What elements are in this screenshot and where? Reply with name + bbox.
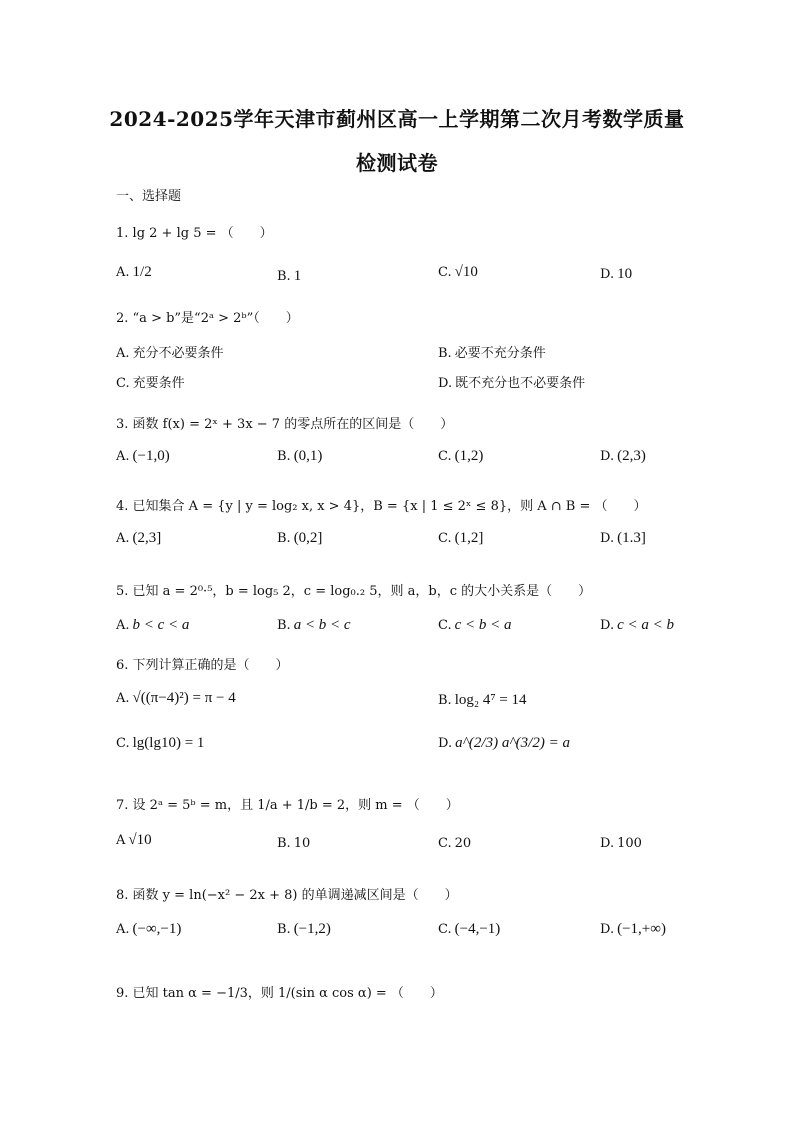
option-value: (−1,+∞) <box>617 921 666 937</box>
option-label: D. <box>600 922 615 937</box>
question-2-option-b <box>438 342 546 361</box>
option-label: C. <box>438 449 452 464</box>
option-value: (1.3] <box>617 530 646 546</box>
question-5-stem: 5. 已知 a = 2⁰·⁵，b = log₅ 2，c = log₀.₂ 5，则 a，b，c 的大小关系是（ ） <box>116 584 592 599</box>
question-4-option-b <box>277 530 322 547</box>
option-label: C. <box>438 836 452 851</box>
option-value: (1,2) <box>454 448 484 464</box>
option-label: B. <box>277 269 291 284</box>
option-value: c < b < a <box>454 617 512 633</box>
option-value: (0,1) <box>293 448 323 464</box>
section-heading: 一、选择题 <box>116 189 182 204</box>
question-1-option-b <box>277 268 301 285</box>
option-label: C. <box>438 618 452 633</box>
option-label: B. <box>277 449 291 464</box>
question-3-option-c <box>438 448 483 465</box>
option-value: 1 <box>293 268 302 284</box>
option-value: (0,2] <box>293 530 323 546</box>
option-label: D. <box>600 618 615 633</box>
question-2-option-a <box>116 342 224 361</box>
option-label: A <box>116 833 126 848</box>
option-label: B. <box>277 618 291 633</box>
option-value: 充分不必要条件 <box>132 346 224 361</box>
option-value: √((π−4)²) = π − 4 <box>132 690 236 706</box>
option-label: A. <box>116 531 130 546</box>
question-6-option-c <box>116 735 204 752</box>
option-value: √10 <box>454 264 478 280</box>
question-3-option-b <box>277 448 322 465</box>
option-label: B. <box>277 836 291 851</box>
option-label: A. <box>116 922 130 937</box>
option-label: D. <box>438 376 453 391</box>
question-8-option-d <box>600 921 666 938</box>
option-value: c < a < b <box>617 617 674 633</box>
option-label: A. <box>116 265 130 280</box>
option-label: A. <box>116 346 130 361</box>
question-4-stem: 4. 已知集合 A = {y | y = log₂ x, x > 4}，B = {x | 1 ≤ 2ˣ ≤ 8}，则 A ∩ B = （ ） <box>116 499 647 514</box>
option-value: (2,3) <box>617 448 646 464</box>
question-2-option-c <box>116 372 185 391</box>
option-value: (−1,0) <box>132 448 170 464</box>
option-label: B. <box>438 346 452 361</box>
question-2-stem: 2. “a > b”是“2ᵃ > 2ᵇ”（ ） <box>116 311 299 326</box>
question-7-option-a <box>116 832 152 849</box>
option-value: 10 <box>293 836 311 851</box>
question-8-stem: 8. 函数 y = ln(−x² − 2x + 8) 的单调递减区间是（ ） <box>116 888 458 903</box>
question-6-stem: 6. 下列计算正确的是（ ） <box>116 658 289 673</box>
question-5-option-d <box>600 617 674 634</box>
option-value: (−4,−1) <box>454 921 501 937</box>
question-8-option-c <box>438 921 500 938</box>
question-7-option-d <box>600 836 642 851</box>
question-6-option-a <box>116 690 236 707</box>
option-label: D. <box>438 736 453 751</box>
question-7-option-c <box>438 836 471 851</box>
question-7-option-b <box>277 836 310 851</box>
option-value: 20 <box>454 836 472 851</box>
option-value: a^(2/3) a^(3/2) = a <box>455 735 570 751</box>
question-6-option-b <box>438 692 527 709</box>
option-label: C. <box>438 265 452 280</box>
question-6-option-d <box>438 735 570 752</box>
question-8-option-a <box>116 921 181 938</box>
page-title: 2024-2025学年天津市蓟州区高一上学期第二次月考数学质量 <box>109 107 685 131</box>
option-label: D. <box>600 267 615 282</box>
option-value: log₂ 4⁷ = 14 <box>454 692 527 708</box>
option-label: B. <box>277 531 291 546</box>
question-1-option-d <box>600 266 632 283</box>
option-value: (2,3] <box>132 530 162 546</box>
option-label: D. <box>600 449 615 464</box>
page-subtitle: 检测试卷 <box>356 151 438 175</box>
question-3-option-d <box>600 448 646 465</box>
option-label: B. <box>277 922 291 937</box>
question-3-option-a <box>116 448 170 465</box>
option-label: C. <box>116 376 130 391</box>
option-label: C. <box>438 531 452 546</box>
question-4-option-a <box>116 530 161 547</box>
question-5-option-a <box>116 617 189 634</box>
question-8-option-b <box>277 921 331 938</box>
option-value: (−1,2) <box>293 921 331 937</box>
option-value: (1,2] <box>454 530 484 546</box>
question-5-option-c <box>438 617 512 634</box>
option-label: A. <box>116 449 130 464</box>
question-2-option-d <box>438 372 585 391</box>
question-5-option-b <box>277 617 351 634</box>
option-label: C. <box>438 922 452 937</box>
option-label: A. <box>116 691 130 706</box>
option-value: b < c < a <box>132 617 190 633</box>
option-label: D. <box>600 836 615 851</box>
question-1-option-c <box>438 264 478 281</box>
option-value: 必要不充分条件 <box>454 346 546 361</box>
option-value: 100 <box>617 836 642 851</box>
question-9-stem: 9. 已知 tan α = −1/3，则 1/(sin α cos α) = （ ） <box>116 986 443 1001</box>
option-value: 1/2 <box>132 264 152 280</box>
question-1-option-a <box>116 264 152 281</box>
option-value: 既不充分也不必要条件 <box>455 376 586 391</box>
option-label: B. <box>438 693 452 708</box>
option-value: 10 <box>617 266 633 282</box>
question-1-stem: 1. lg 2 + lg 5 = （ ） <box>116 226 273 241</box>
option-value: a < b < c <box>293 617 351 633</box>
option-label: D. <box>600 531 615 546</box>
question-3-stem: 3. 函数 f(x) = 2ˣ + 3x − 7 的零点所在的区间是（ ） <box>116 417 454 432</box>
option-label: C. <box>116 736 130 751</box>
option-value: √10 <box>128 832 152 848</box>
question-7-stem: 7. 设 2ᵃ = 5ᵇ = m，且 1/a + 1/b = 2，则 m = （ ） <box>116 798 459 813</box>
question-4-option-d <box>600 530 646 547</box>
option-value: lg(lg10) = 1 <box>132 735 205 751</box>
option-value: 充要条件 <box>132 376 185 391</box>
option-label: A. <box>116 618 130 633</box>
option-value: (−∞,−1) <box>132 921 182 937</box>
question-4-option-c <box>438 530 483 547</box>
